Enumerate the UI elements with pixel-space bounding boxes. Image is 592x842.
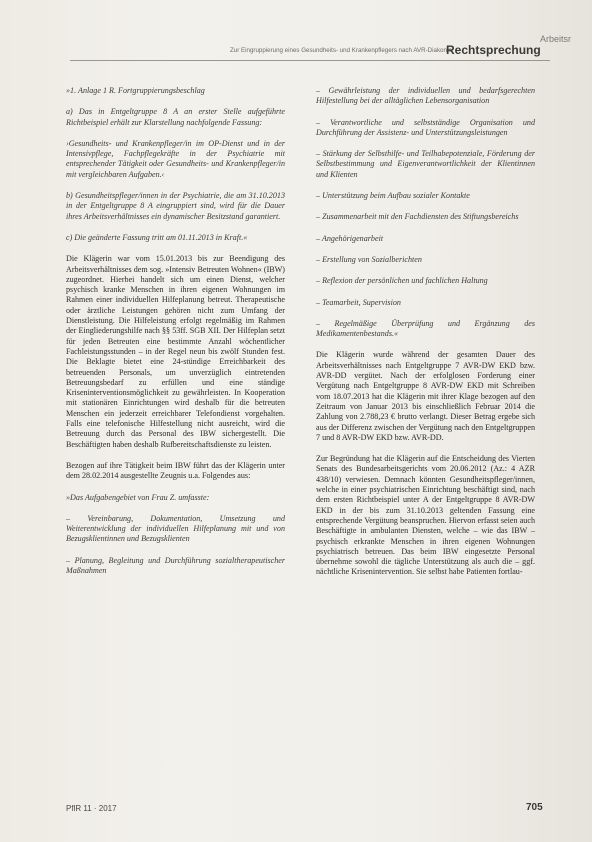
list-item: – Verantwortliche und selbstständige Organisation und Durchführung der Assistenz- und Unterstützungsleistungen [316, 117, 535, 137]
paragraph: b) Gesundheitspfleger/innen in der Psychiatrie, die am 31.10.2013 in der Entgeltgruppe 8 A eingruppiert sind, wird für die Dauer ihres Arbeitsverhältnisses ein dynamischer Besitzstand garantiert. [66, 191, 285, 221]
paragraph: »Das Aufgabengebiet von Frau Z. umfasste: [66, 492, 210, 502]
list-item: – Stärkung der Selbsthilfe- und Teilhabepotenziale, Förderung der Selbstbestimmung und Eigenverantwortlichkeit der Klientinnen und Klienten [316, 149, 535, 179]
running-head: Zur Eingruppierung eines Gesundheits- und Krankenpflegers nach AVR-Diakonie [230, 47, 452, 54]
right-column [316, 86, 535, 589]
list-item: – Vereinbarung, Dokumentation, Umsetzung und Weiterentwicklung der individuellen Hilfeplanung mit und von Bezugsklientinnen und Bezugsklienten [66, 513, 285, 544]
rubric-title: Rechtsprechung [446, 43, 541, 57]
paragraph: Die Klägerin war vom 15.01.2013 bis zur Beendigung des Arbeitsverhältnisses dem sog. »Intensiv Betreuten Wohnen« (IBW) zugeordnet. Hierbei handelt sich um einen Dienst, welcher psychisch kranke Menschen in ihren eigenen Wohnungen im Rahmen einer individuellen Hilfeplanung betreut. Therapeutische oder ärztliche Leistungen gehören nicht zum Umfang der Dienstleistung. Die Hilfeleistung erfolgt regelmäßig im Rahmen der Eingliederungshilfe nach §§ 53ff. SGB XII. Der Hilfeplan setzt für jeden Betreuten eine bestimmte Anzahl wöchentlicher Fachleistungsstunden – in der Regel neun bis zwölf Stunden fest. Die Beklagte bietet eine 24-stündige Erreichbarkeit des betreuenden Personals, um unverzüglich eintretenden Betreuungsbedarf zu erfüllen und eine ständige Kriseninterventionsmöglichkeit zu gewährleisten. In Kooperation mit stationären Einrichtungen wird deshalb für die betreuten Menschen ein jederzeit erreichbarer Telefondienst vorgehalten. Falls eine telefonische Hilfestellung nicht ausreicht, wird die Betreuung durch das Personal des IBW sichergestellt. Die Beschäftigten haben deshalb Rufbereitschaftsdienste zu leisten. [66, 254, 285, 449]
paragraph: c) Die geänderte Fassung tritt am 01.11.2013 in Kraft.« [66, 232, 248, 242]
list-item: – Reflexion der persönlichen und fachlichen Haltung [316, 276, 488, 286]
list-item: – Gewährleistung der individuellen und bedarfsgerechten Hilfestellung bei der alltäglichen Lebensorganisation [316, 86, 535, 106]
list-item: – Erstellung von Sozialberichten [316, 254, 422, 264]
header-divider [70, 60, 550, 61]
list-item: – Teamarbeit, Supervision [316, 297, 401, 307]
list-item: – Planung, Begleitung und Durchführung sozialtherapeutischer Maßnahmen [66, 555, 285, 575]
list-item: – Zusammenarbeit mit den Fachdiensten des Stiftungsbereichs [316, 212, 519, 222]
paragraph: ›Gesundheits- und Krankenpfleger/in im OP-Dienst und in der Intensivpflege, Fachpflegekräfte in der Psychiatrie mit entsprechender Tätigkeit oder Gesundheits- und Krankenpfleger/in mit vergleichbaren Aufgaben.‹ [66, 138, 285, 179]
paragraph: Die Klägerin wurde während der gesamten Dauer des Arbeitsverhältnisses nach Entgeltgruppe 7 AVR-DW EKD bzw. AVR-DD vergütet. Nach der erfolglosen Forderung einer Vergütung nach Entgeltgruppe 8 AVR-DW EKD mit Schreiben vom 18.07.2013 hat die Klägerin mit ihrer Klage bezogen auf den Zeitraum von Januar 2013 bis einschließlich Februar 2014 die Zahlung von 2.788,23 € brutto verlangt. Dieser Betrag ergebe sich aus der Differenz zwischen der Vergütung nach den Entgeltgruppen 7 und 8 AVR-DW EKD bzw. AVR-DD. [316, 350, 535, 442]
list-item: – Regelmäßige Überprüfung und Ergänzung des Medikamentenbestands.« [316, 318, 535, 339]
list-item: – Angehörigenarbeit [316, 233, 384, 243]
list-item: – Unterstützung beim Aufbau sozialer Kontakte [316, 191, 470, 201]
paragraph: Bezogen auf ihre Tätigkeit beim IBW führt das der Klägerin unter dem 28.02.2014 ausgestellte Zeugnis u.a. Folgendes aus: [66, 460, 285, 481]
section-tag: Arbeitsr [540, 34, 572, 44]
paragraph: »1. Anlage 1 R. Fortgruppierungsbeschlag [66, 86, 205, 95]
journal-footer: PflR 11 · 2017 [66, 804, 117, 813]
left-column [66, 86, 285, 587]
paragraph: a) Das in Entgeltgruppe 8 A an erster Stelle aufgeführte Richtbeispiel erhält zur Klarstellung nachfolgende Fassung: [66, 107, 285, 127]
page-number: 705 [526, 802, 543, 813]
paragraph: Zur Begründung hat die Klägerin auf die Entscheidung des Vierten Senats des Bundesarbeitsgerichts vom 20.06.2012 (Az.: 4 AZR 438/10) verwiesen. Demnach könnten Gesundheitspfleger/innen, welche in einer psychiatrischen Einrichtung beschäftigt sind, nach dem ersten Richtbeispiel unter A der Entgeltgruppe 8 AVR-DW EKD in der bis zum 31.10.2013 geltenden Fassung eine entsprechende Vergütung beanspruchen. Hiervon erfasst seien auch Beschäftigte in ambulanten Diensten, welche – wie das IBW – psychisch erkrankte Menschen in ihren eigenen Wohnungen psychiatrisch betreuen. Das beim IBW eingesetzte Personal übernehme sowohl die tägliche Unterstützung als auch die – ggf. nächtliche Krisenintervention. Sie selbst habe Patienten fortlau- [316, 454, 535, 577]
